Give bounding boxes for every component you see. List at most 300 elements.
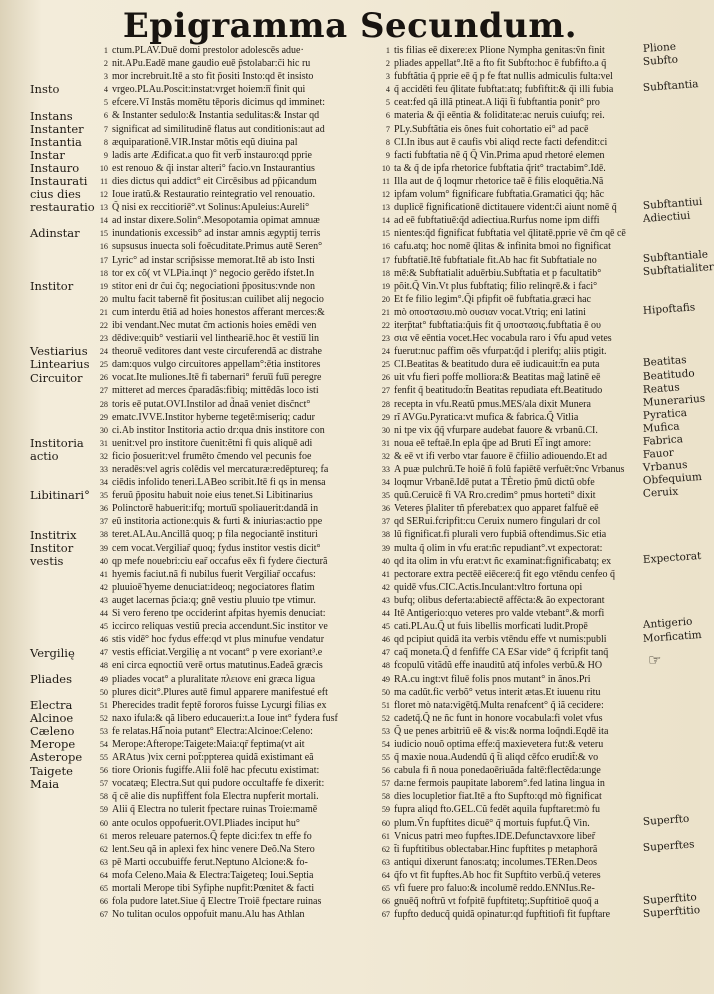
line-number: 5 (385, 98, 390, 108)
line-number: 59 (99, 805, 108, 815)
margin-note: Taigete (30, 763, 73, 778)
line-number: 57 (99, 779, 108, 789)
margin-note: Instaurati (30, 174, 88, 188)
line-number: 53 (99, 726, 108, 736)
line-number: 32 (381, 451, 390, 461)
line-number: 39 (381, 543, 390, 553)
text-line: nit.APu.Eadē mane gaudio euē p̃stolabar:c̃i hic ru (112, 58, 311, 70)
text-line: æquiparationē.VIR.Instar mõtis eqũ diuina pal (112, 136, 298, 148)
text-line: eũ institoria actione:quis & furti & iniurias:actio ppe (112, 516, 323, 528)
line-number: 2 (385, 59, 390, 69)
line-number: 24 (99, 347, 108, 357)
line-number: 61 (381, 831, 390, 841)
line-number: 52 (99, 713, 108, 723)
line-number: 17 (99, 255, 108, 265)
line-number: 22 (381, 320, 390, 330)
margin-note: Institrix (30, 527, 77, 542)
margin-note: Hipoftafis (642, 301, 696, 317)
text-line: naxo ifula:& qã libero educaueri:t.a Ioue int° fydera fusf (112, 712, 338, 724)
text-line: significat ad similitudinē flatus aut conditionis:aut ad (112, 123, 325, 135)
margin-note: actio (30, 449, 59, 464)
text-line: CI.Beatitas & beatitudo dura eē iudicauit:t̃n ea puta (394, 359, 600, 371)
line-number: 48 (381, 661, 390, 671)
line-number: 1 (385, 46, 390, 55)
text-line: lũ fignificat.fi plurali vero fupbiã oftendimus.Sic etia (394, 529, 607, 541)
text-line: materia & q̃i eēntia & foliditate:ac neruis cuiufq; rei. (394, 110, 605, 122)
line-number: 66 (381, 897, 390, 907)
text-line: auget lacernas p̃cia:q; gnē vestiu pluuio tpe vtimur. (112, 594, 316, 606)
line-number: 62 (381, 844, 390, 854)
left-text-column (112, 44, 370, 921)
line-number: 49 (99, 674, 108, 684)
line-number: 16 (381, 242, 390, 252)
text-line: ipfam volum° fignificare fubftatia.Gramatici q̃q; hãc (394, 189, 605, 201)
line-number: 61 (99, 831, 108, 841)
text-line: stis vidē° hoc fydus effe:qd vt plus minufue vendatur (112, 634, 325, 646)
text-line: Q̃ nisi ex reccitioriē°.vt Solinus:Apuleius:Aureli° (112, 202, 310, 214)
line-number: 29 (381, 412, 390, 422)
text-line: CI.In ibus aut ē caufis vbi aliqd recte facti defendit:ci (394, 136, 608, 148)
line-number: 52 (381, 713, 390, 723)
line-number: 31 (99, 438, 108, 448)
line-number: 67 (381, 910, 390, 920)
line-number: 36 (99, 504, 108, 514)
text-line: cem vocat.Vergiliar̃ quoq; fydus institor vestis dicit° (112, 542, 321, 554)
text-line: fupra aliqd fto.GEL.Cũ fedēt aquila fupftaret:mò fu (394, 804, 601, 816)
margin-note: vestis (30, 553, 64, 568)
text-line: teret.ALAu.Ancillã quoq; p fila negociantē instituri (112, 529, 318, 541)
text-line: Q̃ ue penes arbitriũ eē & vis:& norma loq̃ndi.Eqdē ita (394, 725, 609, 737)
text-line: ta & q̃ de ipfa rhetorice fubftatia q̃rit° tractabim°.Idē. (394, 162, 606, 174)
text-line: multu facit tabernē fit p̃ositus:an cuilibet alij negocio (112, 293, 324, 305)
margin-note: Superfto (642, 812, 690, 828)
line-number: 12 (99, 190, 108, 200)
text-line: vocat.Ite muliones.Itē fi tabernari° feruu̅ fuu̅ peregre (112, 372, 322, 384)
line-number: 23 (381, 334, 390, 344)
text-line: pliades appellat°.Itē a fto fit Subfto:hoc ē fubfifto.a q̃ (394, 58, 607, 70)
margin-note: Ceruix (642, 485, 679, 501)
text-line: q̃fo vt fit fupftes.Ab hoc fit Supftito verbũ.q̃ veteres (394, 869, 601, 881)
text-line: fenfit q̃ beatitudo:t̃n Beatitas repudiata eft.Beatitudo (394, 385, 603, 397)
line-number: 15 (381, 229, 390, 239)
text-line: efcere.Vĩ Instãs momētu tēporis dicimus qd imminet: (112, 97, 326, 109)
line-number: 53 (381, 726, 390, 736)
margin-note: Subftatialiter (642, 260, 714, 278)
margin-note: Obfequium (642, 471, 703, 488)
text-line: No tulitan oculos oppofuit manu.Alu has Athlan (112, 909, 305, 921)
margin-note: Morficatim (642, 628, 703, 645)
text-line: vrgeo.PLAu.Poscit:instat:vrget hoiem:n̅ finit qui (112, 84, 306, 96)
text-line: quidē vfus.CIC.Actis.Inculant:vltro fortuna opi (394, 581, 583, 593)
line-number: 47 (99, 648, 108, 658)
line-number: 28 (99, 399, 108, 409)
margin-note: Subftantiui (642, 196, 703, 213)
text-line: mortali Merope tibi Syfiphe nupfit:Pœnitet & facti (112, 883, 315, 894)
text-line: cafu.atq; hoc nomē q̃litas & infinita bmoi no fignificat (394, 241, 611, 253)
margin-note: Fauor (642, 446, 675, 462)
line-number: 15 (99, 229, 108, 239)
line-number: 58 (99, 792, 108, 802)
line-number: 54 (99, 739, 108, 749)
text-line: ctum.PLAV.Duē domi prestolor adolescēs adue· (112, 45, 304, 56)
line-number: 56 (99, 766, 108, 776)
margin-note: Adiectiui (642, 210, 691, 226)
line-number: 4 (385, 85, 390, 95)
text-line: mò οποστασιυ.mò ουσιαν vocat.Vtriq; eni latini (394, 306, 586, 318)
line-number: 10 (381, 163, 390, 173)
line-number: 55 (381, 753, 390, 763)
left-line-numbers (86, 44, 108, 921)
text-line: q̃ accidēti feu q̃litate fubftat:atq; fubfiftit:& q̃i illi fubia (394, 84, 614, 96)
line-number: 11 (100, 176, 108, 186)
text-line: iccirco reliquas vestiũ precia accendunt.Sic institor ve (112, 621, 328, 633)
line-number: 21 (381, 307, 390, 317)
line-number: 49 (381, 674, 390, 684)
margin-note: Antigerio (642, 615, 693, 632)
line-number: 6 (103, 111, 108, 121)
line-number: 8 (385, 137, 390, 147)
text-line: ceat:fed qã illã ptineat.A liq̃i t̃i fubftantia ponit° pro (394, 97, 600, 109)
text-line: pluuioē̃ hyeme denuciat:ideoq; negociatores flatim (112, 581, 315, 593)
margin-note: Superftito (642, 890, 698, 907)
text-line: facti fubftatia nē q̃ Q̃ Vin.Prima apud rhetoré elemen (394, 149, 605, 161)
line-number: 48 (99, 661, 108, 671)
line-number: 7 (103, 124, 108, 134)
pointing-hand-icon: ☞ (648, 651, 662, 669)
line-number: 60 (99, 818, 108, 828)
margin-note: Reatus (642, 381, 681, 396)
line-number: 4 (103, 85, 108, 95)
line-number: 40 (381, 556, 390, 566)
text-line: supsusus inuecta soli foēcuditate.Primus autē Seren° (112, 241, 323, 253)
line-number: 51 (381, 700, 390, 710)
line-number: 60 (381, 818, 390, 828)
line-number: 40 (99, 556, 108, 566)
text-line: bufq; olibus deferta:abiectē affēcta:& ão expectorant (394, 594, 605, 606)
text-line: toris eē putat.OVI.Instilor ad d̃naã veniet disc̃nct° (112, 398, 311, 410)
text-line: fupfto deducq̃ quidã opinatur:qd fupftitiofi fit fupftare (394, 909, 611, 921)
margin-note: Adinstar (30, 226, 80, 241)
text-line: hyemis faciut.nã fi nubilus fuerit Vergiliar̃ occafus: (112, 568, 316, 580)
line-number: 36 (381, 504, 390, 514)
page-title: Epigramma Secundum. (122, 6, 578, 46)
text-line: uenit:vel pro institore c̃uenit:ẽtni fi quis aliquē adi (112, 437, 313, 449)
line-number: 45 (381, 622, 390, 632)
text-line: neradēs:vel agris colēdis vel mercaturæ:redēptureq; fa (112, 464, 329, 475)
margin-note: Institor (30, 540, 74, 555)
text-line: qd ita olim in vfu erat:vt ñc examinat:fignificabatq; ex (394, 555, 612, 567)
line-number: 43 (99, 595, 108, 605)
text-line: Itē Antigerio:quo veteres pro valde vtebant°.& morfi (394, 608, 605, 620)
text-line: rĩ AVGu.Pyratica:vt mufica & fabrica.Q̃ Vitlia (394, 411, 579, 423)
line-number: 35 (99, 491, 108, 501)
line-number: 14 (99, 216, 108, 226)
line-number: 18 (99, 268, 108, 278)
line-number: 26 (99, 373, 108, 383)
line-number: 9 (103, 150, 108, 160)
margin-note: Mufica (642, 420, 680, 435)
margin-note: Beatitudo (642, 366, 696, 383)
line-number: 3 (385, 72, 390, 82)
text-line: mitteret ad merces c̃paradãs:fibiq; mittēdãs loco isti (112, 385, 319, 397)
line-number: 5 (103, 98, 108, 108)
line-number: 23 (99, 334, 108, 344)
line-number: 65 (99, 884, 108, 893)
margin-note: Vestiarius (30, 344, 88, 359)
margin-note: Insto (30, 82, 60, 97)
line-number: 30 (99, 425, 108, 435)
line-number: 42 (99, 582, 108, 592)
text-line: vocatæq; Electra.Sut qui pudore occultaffe fe dixerit: (112, 778, 325, 790)
text-line: ibi vendant.Nec mutat c̃m actionis hoies emēdi ven (112, 319, 317, 331)
text-line: Illa aut de q̃ loqmur rhetorice taē ẽ filis eloquētia.Nã (394, 175, 604, 187)
text-line: Et fe filio legim°.Q̃i pfipfit oē fubftatia.græci hac (394, 293, 591, 305)
text-line: floret mò nata:vigētq̃.Multa renafcent° q̃ iã cecidere: (394, 699, 604, 711)
text-line: Pherecides tradit feptē fororos fuisse Lycurgi filias ex (112, 699, 327, 711)
text-line: lent.Seu qã in aplexi fex hinc venere Deõ.Na Stero (112, 843, 315, 855)
line-number: 50 (381, 687, 390, 697)
line-number: 10 (99, 163, 108, 173)
text-line: inundationis excessib° ad instar amnis ægyptij terris (112, 228, 321, 240)
margin-note: Superftitio (642, 903, 701, 920)
line-number: 44 (381, 609, 390, 619)
text-line: est renouo & q̃i instar alteri° facio.vn Instaurantius (112, 162, 315, 174)
line-number: 37 (99, 517, 108, 527)
margin-note: Pyratica (642, 406, 688, 422)
margin-note: Libitinari° (30, 488, 90, 503)
text-line: ci.Ab institor Institoria actio dr:qua dnis institore con (112, 424, 325, 436)
text-line: Alii q̃ Electra no tulerit fpectare ruinas Troie:mamē (112, 804, 318, 816)
text-line: Polinctorē habuerit:ifq; mortuu̅ spoliauerit:dandã in (112, 503, 319, 515)
text-line: ARAtus )vix cerni pot̃:ppterea quidã existimant eã (112, 752, 314, 764)
text-line: dēdive:quib° vestiarii vel lintheariē.hoc ēt vestiu̅ lin (112, 333, 319, 345)
margin-note: Plione (642, 40, 677, 55)
text-line: pectorare extra pectēē eiēcere:q̃ fit ego vtēndu cenfeo q̃ (394, 568, 615, 580)
text-line: Vnicus patri meo fupftes.IDE.Defunctavxore liber̃ (394, 830, 596, 842)
line-number: 64 (99, 870, 108, 880)
margin-note: Lintearius (30, 357, 90, 372)
line-number: 33 (381, 465, 390, 474)
line-number: 12 (381, 190, 390, 200)
line-number: 26 (381, 373, 390, 383)
line-number: 19 (99, 281, 108, 291)
text-line: fola pudore latet.Siue q̃ Electre Troiē fpectare ruinas (112, 896, 322, 908)
text-line: ante oculos oppofuerit.OVI.Pliades inciput hu° (112, 817, 300, 829)
margin-note: Subftantia (642, 78, 699, 95)
text-line: fe relatas.Hã̅ noia putant° Electra:Alcinoe:Celeno: (112, 725, 313, 737)
text-line: stitor eni dr c̃ui c̃q; negociationi p̃positus:vnde non (112, 280, 316, 292)
text-line: ma cadũt.fic verbõ° vetus interit ætas.Et iuuenu ritu (394, 686, 601, 698)
line-number: 19 (381, 281, 390, 291)
text-line: noua eē teftaē.In epla q̃pe ad Bruti Ei̅ ingt amore: (394, 437, 592, 449)
text-line: uit vfu fieri poffe molliora:& Beatitas mag̃ latinē eē (394, 372, 601, 384)
margin-note: Subftantiale (642, 248, 709, 265)
line-number: 55 (99, 753, 108, 763)
margin-note: Instanter (30, 121, 84, 136)
text-line: ficio p̃osuerit:vel frumēto c̃mendo vel pecunis foe (112, 450, 312, 462)
line-number: 42 (381, 582, 390, 592)
margin-note: Merope (30, 737, 76, 752)
line-number: 21 (99, 307, 108, 317)
line-number: 1 (103, 46, 108, 55)
text-line: cum interdu ētiã ad hoies honestos afferant merces:& (112, 306, 325, 318)
margin-note: Alcinoe (30, 711, 74, 726)
text-line: Veteres p̃laliter tñ pferebat:ex quo apparet falfuē eē (394, 503, 599, 515)
line-number: 20 (381, 294, 390, 304)
text-line: plures dicit°.Plures autē fimul apparere manifestué eft (112, 686, 328, 698)
text-line: da:ne fermois paupitate laborem°.fed latina lingua in (394, 778, 605, 790)
line-number: 22 (99, 320, 108, 330)
line-number: 47 (381, 648, 390, 658)
margin-note: Vergilię (30, 645, 75, 660)
line-number: 13 (381, 203, 390, 213)
text-line: cati.PLAu.Q̃ ut fuis libellis morficati ludit.Propē (394, 621, 588, 633)
text-line: & eē vt ifi verbo vtar fauore ē c̃fiilio adiouendo.Et ad (394, 450, 607, 462)
line-number: 66 (99, 897, 108, 907)
line-number: 46 (381, 635, 390, 645)
text-line: qd pcipiut quidã ita verbis vtēndu effe vt numis:publi (394, 634, 607, 646)
margin-note: Institoria (30, 436, 84, 450)
line-number: 16 (99, 242, 108, 252)
text-line: fubftãtia q̃ pprie eē q̃ p fe ftat nullis admiculis fulta:vel (394, 71, 613, 83)
text-line: ematc.IVVE.Institor hyberne tegetē:miseriq; cadur (112, 411, 315, 423)
text-line: mē:& Subftatialit aduērbiu.Subftatia et p facultatib° (394, 267, 602, 279)
text-line: qd SERui.fcripfit:cu Ceruix numero fingulari dr col (394, 516, 601, 528)
line-number: 27 (381, 386, 390, 396)
line-number: 7 (385, 124, 390, 134)
text-line: caq̃ moneta.Q̃ d fenfiffe CA ESar vide° q̃ fcripfit tanq̃ (394, 647, 609, 659)
text-line: ladis arte Ædificat.a quo fit verb̅ instauro:qd pprie (112, 149, 312, 161)
line-number: 56 (381, 766, 390, 776)
margin-note: Institor (30, 278, 74, 293)
margin-note: Instauro (30, 160, 80, 175)
text-line: pē Marti occubuiffe ferut.Neptuno Alcione:& fo- (112, 856, 308, 868)
line-number: 31 (381, 438, 390, 448)
margin-note: Fabrica (642, 433, 684, 448)
line-number: 64 (381, 870, 390, 880)
margin-note: Instans (30, 108, 73, 123)
text-line: tiore Orionis fugiffe.Alii folē hac pfecutu existimat: (112, 765, 320, 777)
line-number: 2 (103, 59, 108, 69)
text-line: vestis efficiat.Vergilię a nt vocant° p vere exoriant³.e (112, 647, 323, 659)
margin-note: Munerarius (642, 392, 706, 409)
line-number: 59 (381, 805, 390, 815)
line-number: 25 (381, 360, 390, 370)
margin-note: Circuitor (30, 370, 83, 385)
text-line: iudicio nouõ optima effe:q̃ maxievetera fut:& veteru (394, 738, 604, 750)
line-number: 41 (99, 569, 108, 579)
line-number: 63 (99, 857, 108, 867)
margin-note: Maia (30, 776, 60, 791)
line-number: 3 (103, 72, 108, 82)
line-number: 9 (385, 150, 390, 160)
line-number: 24 (381, 347, 390, 357)
line-number: 34 (381, 478, 390, 488)
line-number: 32 (99, 451, 108, 461)
line-number: 45 (99, 622, 108, 632)
text-line: ad instar dixere.Solin°.Mesopotamia opimat amnuæ (112, 215, 320, 227)
line-number: 34 (99, 478, 108, 488)
line-number: 30 (381, 425, 390, 435)
line-number: 54 (381, 739, 390, 749)
line-number: 33 (99, 465, 108, 474)
text-line: fubftatiē.Itē fubftatiale fit.Ab hac fit Subftatiale no (394, 254, 597, 266)
line-number: 65 (381, 884, 390, 893)
line-number: 27 (99, 386, 108, 396)
text-line: RA.cu ingt:vt filuē folis pnos mutant° in ãnos.Pri (394, 673, 591, 685)
text-line: PLy.Subftãtia eis õnes fuit cohortatio ei° ad pacē (394, 123, 589, 135)
text-line: pliades vocat° a pluralitate πλειονε eni græca ligua (112, 673, 316, 685)
margin-note: Pliades (30, 671, 73, 686)
text-line: qp mefe nouebri:ciu ear̃ occafus eēx fi fydere c̃iecturã (112, 555, 328, 567)
line-number: 41 (381, 569, 390, 579)
text-line: loqmur Vrbanē.Idē putat a TÈretio p̃mũ dictũ obfe (394, 477, 595, 489)
line-number: 38 (381, 530, 390, 540)
text-line: t̃i fupftitibus oblectabar.Hinc fupftites p metaphorã (394, 843, 598, 855)
text-line: duplicē fignificationē dictitauere vident:c̃i aiunt nomē q̃ (394, 202, 617, 214)
line-number: 11 (382, 176, 390, 186)
text-line: dam:quos vulgo circuitores appellam°:ētia institores (112, 359, 321, 371)
line-number: 63 (381, 857, 390, 867)
line-number: 51 (99, 700, 108, 710)
line-number: 67 (99, 910, 108, 920)
text-line: tor ex cõ( vt VLPia.inqt )° negocio gerēdo ifstet.In (112, 267, 315, 279)
text-line: cabula fi ñ noua ponedaoēriuãda faltē:flectēda:unge (394, 765, 601, 777)
line-number: 13 (99, 203, 108, 213)
text-line: ad eē fubftatiuē:q̃d adiectiua.Rurfus nome ipm diffi (394, 215, 600, 227)
text-line: mofa Celeno.Maia & Electra:Taigeteq; Ioui.Septia (112, 869, 314, 881)
text-line: A puæ pulchrũ.Te hoiẽ ñ folũ fapiētē verfuēt:ṽnc Vrbanus (394, 464, 625, 475)
text-line: multa q̃ olim in vfu erat:ñc repudiant°.vt expectorat: (394, 542, 603, 554)
text-line: tis filias eē dixere:ex Plione Nympha genitas:ṽn finit (394, 45, 605, 56)
line-number: 57 (381, 779, 390, 789)
line-number: 20 (99, 294, 108, 304)
text-line: dies dictus qui addict° eit Circēsibus ad pp̃icandum (112, 175, 317, 187)
text-line: fcopulũ vitãdũ effe inauditũ atq̃ infoles verbũ.& HO (394, 660, 603, 672)
text-line: põit.Q̃ Vin.Vt plus fubftatiq; filio relinqrē.& i faci° (394, 280, 598, 292)
text-line: q̃ maxie noua.Audendũ q̃ t̃i aliqd cēfco erudit̃:& vo (394, 752, 599, 764)
line-number: 62 (99, 844, 108, 854)
line-number: 28 (381, 399, 390, 409)
margin-note: Beatitas (642, 354, 687, 370)
line-number: 38 (99, 530, 108, 540)
margin-note: Asterope (30, 750, 83, 765)
line-number: 44 (99, 609, 108, 619)
text-line: vfi fuere pro faluo:& incolumē reddo.ENNIus.Re- (394, 883, 595, 894)
right-text-column (394, 44, 642, 921)
right-line-numbers (368, 44, 390, 921)
text-line: cadetq̃.Q̃ ne ñc funt in honore vocabula:fi volet vfus (394, 712, 603, 724)
text-line: antiqui dixerunt fanos:atq; incolumes.TERen.Deos (394, 856, 598, 868)
text-line: plum.Ṽn fupftites dicuē° q̃ mortuis fupfut.Q̃ Vin. (394, 817, 590, 829)
text-line: recepta in vfu.Reatũ pmus.MES/ala dixit Munera (394, 398, 591, 410)
text-line: ni tpe vix q̃q̃ vfurpare audebat fauore & vrbanũ.CI. (394, 424, 598, 436)
line-number: 35 (381, 491, 390, 501)
line-number: 18 (381, 268, 390, 278)
line-number: 25 (99, 360, 108, 370)
text-line: iterp̃tat° fubftatia:q̃uis fit q̃ υποστασις.fubftatia ē ου (394, 319, 601, 331)
margin-note: cius dies (30, 187, 81, 202)
line-number: 8 (103, 137, 108, 147)
text-line: Si vero fereno tpe occiderint afpitas hyemis denuciat: (112, 608, 326, 620)
text-line: ciēdis infolido teneri.LABeo scribit.Itē fi qs in mensa (112, 477, 326, 489)
line-number: 14 (381, 216, 390, 226)
line-number: 6 (385, 111, 390, 121)
text-line: feruũ p̃positu habuit noie eius tenet.Si Libitinarius (112, 490, 313, 502)
text-line: gnuēq̃ noftrũ vt fofpitē fupftitetq;.Supftitioē quoq̃ a (394, 896, 599, 908)
text-line: & Instanter sedulo:& Instantia sedulitas:& Instar qd (112, 110, 320, 122)
text-line: q̃ cē alie dis nupfiffent fola Electra nupferit mortali. (112, 791, 319, 803)
